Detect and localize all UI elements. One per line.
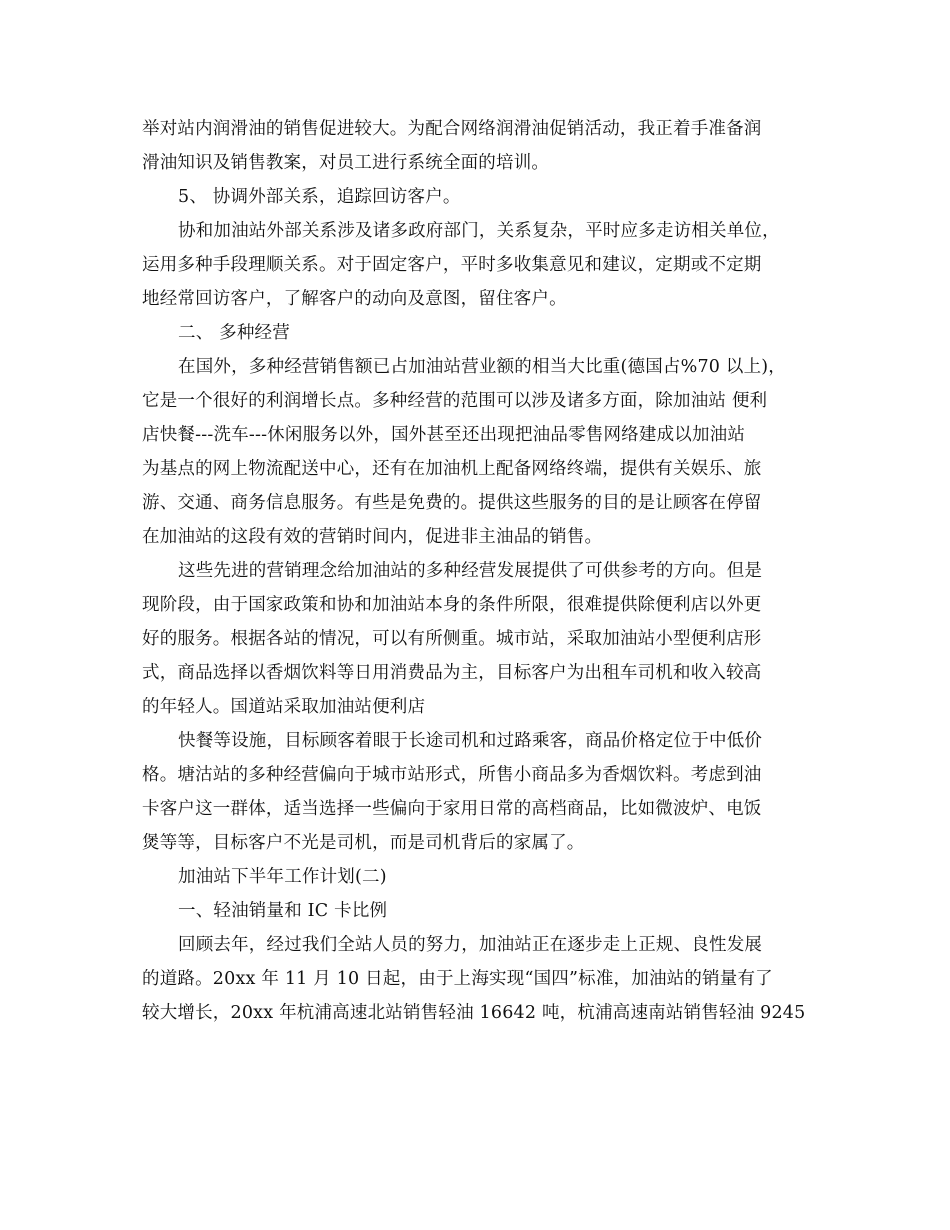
text-line: 滑油知识及销售教案，对员工进行系统全面的培训。 <box>142 153 550 173</box>
text-line: 店快餐---洗车---休闲服务以外，国外甚至还出现把油品零售网络建成以加油站 <box>142 425 746 445</box>
paragraph-start: 在国外，多种经营销售额已占加油站营业额的相当大比重(德国占%70 以上)， <box>178 357 787 377</box>
paragraph-start: 协和加油站外部关系涉及诸多政府部门，关系复杂，平时应多走访相关单位， <box>178 221 780 241</box>
text-line: 较大增长，20xx 年杭浦高速北站销售轻油 16642 吨，杭浦高速南站销售轻油 9245 <box>142 1003 806 1023</box>
section-heading: 一、轻油销量和 IC 卡比例 <box>178 901 388 921</box>
text-line: 卡客户这一群体，适当选择一些偏向于家用日常的高档商品，比如微波炉、电饭 <box>142 799 762 819</box>
text-line: 运用多种手段理顺关系。对于固定客户，平时多收集意见和建议，定期或不定期 <box>142 255 762 275</box>
section-heading: 二、 多种经营 <box>178 323 290 343</box>
list-item-heading: 5、 协调外部关系，追踪回访客户。 <box>178 187 461 207</box>
paragraph-start: 这些先进的营销理念给加油站的多种经营发展提供了可供参考的方向。但是 <box>178 561 763 581</box>
paragraph-start: 回顾去年，经过我们全站人员的努力，加油站正在逐步走上正规、良性发展 <box>178 935 763 955</box>
text-line: 它是一个很好的利润增长点。多种经营的范围可以涉及诸多方面，除加油站 便利 <box>142 391 768 411</box>
text-line: 在加油站的这段有效的营销时间内，促进非主油品的销售。 <box>142 527 603 547</box>
text-line: 式，商品选择以香烟饮料等日用消费品为主，目标客户为出租车司机和收入较高 <box>142 663 762 683</box>
text-line: 的年轻人。国道站采取加油站便利店 <box>142 697 426 717</box>
text-line: 煲等等，目标客户不光是司机，而是司机背后的家属了。 <box>142 833 585 853</box>
text-line: 的道路。20xx 年 11 月 10 日起，由于上海实现“国四”标准，加油站的销量有了 <box>142 969 773 989</box>
text-line: 地经常回访客户，了解客户的动向及意图，留住客户。 <box>142 289 567 309</box>
document-subtitle: 加油站下半年工作计划(二) <box>178 867 387 887</box>
text-line: 为基点的网上物流配送中心，还有在加油机上配备网络终端，提供有关娱乐、旅 <box>142 459 762 479</box>
text-line: 格。塘沽站的多种经营偏向于城市站形式，所售小商品多为香烟饮料。考虑到油 <box>142 765 762 785</box>
text-line: 好的服务。根据各站的情况，可以有所侧重。城市站，采取加油站小型便利店形 <box>142 629 762 649</box>
text-line: 游、交通、商务信息服务。有些是免费的。提供这些服务的目的是让顾客在停留 <box>142 493 762 513</box>
text-line: 举对站内润滑油的销售促进较大。为配合网络润滑油促销活动，我正着手准备润 <box>142 119 762 139</box>
document-page <box>142 112 806 1030</box>
paragraph-start: 快餐等设施，目标顾客着眼于长途司机和过路乘客，商品价格定位于中低价 <box>178 731 763 751</box>
text-line: 现阶段，由于国家政策和协和加油站本身的条件所限，很难提供除便利店以外更 <box>142 595 762 615</box>
